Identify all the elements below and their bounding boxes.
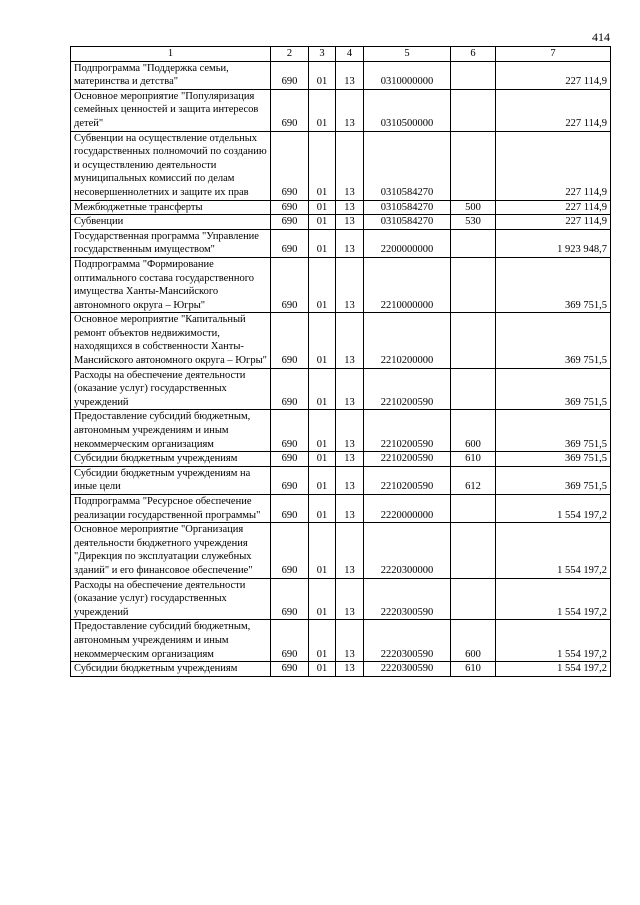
row-subsection-cell: 13 [336, 61, 364, 89]
table-row [71, 578, 611, 620]
row-section-cell: 01 [309, 257, 336, 312]
row-expense-type-cell [451, 257, 496, 312]
row-amount-cell: 227 114,9 [496, 61, 611, 89]
row-grbs-cell: 690 [271, 368, 309, 410]
row-target-article-cell: 0310584270 [364, 200, 451, 215]
row-subsection-cell: 13 [336, 257, 364, 312]
row-subsection-cell: 13 [336, 466, 364, 494]
row-section-cell: 01 [309, 466, 336, 494]
row-grbs-cell: 690 [271, 452, 309, 467]
row-section-cell: 01 [309, 495, 336, 523]
row-target-article-cell: 2220300590 [364, 578, 451, 620]
row-section-cell: 01 [309, 89, 336, 131]
row-subsection-cell: 13 [336, 368, 364, 410]
row-subsection-cell: 13 [336, 131, 364, 200]
row-name-cell: Субсидии бюджетным учреждениям [71, 452, 271, 467]
row-name-cell: Подпрограмма "Ресурсное обеспечение реализации государственной программы" [71, 495, 271, 523]
row-expense-type-cell [451, 61, 496, 89]
row-amount-cell: 1 554 197,2 [496, 578, 611, 620]
row-subsection-cell: 13 [336, 452, 364, 467]
row-expense-type-cell [451, 578, 496, 620]
row-expense-type-cell [451, 229, 496, 257]
row-name-cell: Предоставление субсидий бюджетным, автономным учреждениям и иным некоммерческим организациям [71, 410, 271, 452]
row-name-cell: Основное мероприятие "Популяризация семейных ценностей и защита интересов детей" [71, 89, 271, 131]
row-expense-type-cell [451, 89, 496, 131]
row-subsection-cell: 13 [336, 495, 364, 523]
table-row [71, 410, 611, 452]
row-expense-type-cell: 500 [451, 200, 496, 215]
table-row [71, 229, 611, 257]
table-row [71, 257, 611, 312]
row-subsection-cell: 13 [336, 620, 364, 662]
row-amount-cell: 227 114,9 [496, 89, 611, 131]
row-name-cell: Основное мероприятие "Капитальный ремонт объектов недвижимости, находящихся в собственности Ханты-Мансийского автономного округа – Югры" [71, 313, 271, 368]
row-target-article-cell: 2220300000 [364, 523, 451, 578]
column-header: 4 [336, 47, 364, 62]
column-header: 1 [71, 47, 271, 62]
row-grbs-cell: 690 [271, 410, 309, 452]
row-section-cell: 01 [309, 523, 336, 578]
table-row [71, 89, 611, 131]
column-header: 7 [496, 47, 611, 62]
table-row [71, 495, 611, 523]
row-expense-type-cell: 612 [451, 466, 496, 494]
table-row [71, 200, 611, 215]
row-target-article-cell: 0310584270 [364, 131, 451, 200]
row-target-article-cell: 2210200590 [364, 466, 451, 494]
row-target-article-cell: 2210200590 [364, 452, 451, 467]
row-target-article-cell: 2220000000 [364, 495, 451, 523]
row-grbs-cell: 690 [271, 257, 309, 312]
table-row [71, 662, 611, 677]
row-name-cell: Субсидии бюджетным учреждениям на иные цели [71, 466, 271, 494]
row-name-cell: Подпрограмма "Формирование оптимального состава государственного имущества Ханты-Мансийского автономного округа – Югры" [71, 257, 271, 312]
row-name-cell: Расходы на обеспечение деятельности (оказание услуг) государственных учреждений [71, 578, 271, 620]
row-target-article-cell: 2220300590 [364, 662, 451, 677]
row-amount-cell: 369 751,5 [496, 257, 611, 312]
row-target-article-cell: 2210200000 [364, 313, 451, 368]
row-amount-cell: 1 554 197,2 [496, 495, 611, 523]
row-expense-type-cell: 600 [451, 410, 496, 452]
row-name-cell: Субвенции [71, 215, 271, 230]
row-amount-cell: 227 114,9 [496, 215, 611, 230]
row-section-cell: 01 [309, 578, 336, 620]
table-row [71, 215, 611, 230]
table-row [71, 466, 611, 494]
row-name-cell: Расходы на обеспечение деятельности (оказание услуг) государственных учреждений [71, 368, 271, 410]
row-expense-type-cell [451, 523, 496, 578]
row-name-cell: Межбюджетные трансферты [71, 200, 271, 215]
table-row [71, 368, 611, 410]
row-expense-type-cell: 530 [451, 215, 496, 230]
row-section-cell: 01 [309, 410, 336, 452]
column-header: 5 [364, 47, 451, 62]
row-name-cell: Субсидии бюджетным учреждениям [71, 662, 271, 677]
row-grbs-cell: 690 [271, 495, 309, 523]
row-name-cell: Государственная программа "Управление государственным имуществом" [71, 229, 271, 257]
row-grbs-cell: 690 [271, 200, 309, 215]
row-grbs-cell: 690 [271, 89, 309, 131]
row-section-cell: 01 [309, 452, 336, 467]
row-grbs-cell: 690 [271, 620, 309, 662]
row-grbs-cell: 690 [271, 229, 309, 257]
page-number: 414 [592, 30, 610, 44]
row-grbs-cell: 690 [271, 466, 309, 494]
row-target-article-cell: 2210200590 [364, 410, 451, 452]
row-section-cell: 01 [309, 620, 336, 662]
row-name-cell: Субвенции на осуществление отдельных государственных полномочий по созданию и осуществлению деятельности муниципальных комиссий по делам несовершеннолетних и защите их прав [71, 131, 271, 200]
row-name-cell: Подпрограмма "Поддержка семьи, материнства и детства" [71, 61, 271, 89]
row-subsection-cell: 13 [336, 313, 364, 368]
row-amount-cell: 369 751,5 [496, 466, 611, 494]
row-expense-type-cell [451, 368, 496, 410]
row-amount-cell: 1 554 197,2 [496, 662, 611, 677]
row-amount-cell: 369 751,5 [496, 410, 611, 452]
table-row [71, 620, 611, 662]
row-grbs-cell: 690 [271, 523, 309, 578]
row-section-cell: 01 [309, 61, 336, 89]
row-target-article-cell: 2210000000 [364, 257, 451, 312]
row-expense-type-cell: 610 [451, 662, 496, 677]
row-amount-cell: 369 751,5 [496, 313, 611, 368]
row-section-cell: 01 [309, 368, 336, 410]
row-target-article-cell: 2200000000 [364, 229, 451, 257]
row-target-article-cell: 0310500000 [364, 89, 451, 131]
row-section-cell: 01 [309, 215, 336, 230]
row-name-cell: Предоставление субсидий бюджетным, автономным учреждениям и иным некоммерческим организациям [71, 620, 271, 662]
row-grbs-cell: 690 [271, 61, 309, 89]
row-amount-cell: 369 751,5 [496, 452, 611, 467]
row-subsection-cell: 13 [336, 229, 364, 257]
row-target-article-cell: 0310584270 [364, 215, 451, 230]
row-target-article-cell: 0310000000 [364, 61, 451, 89]
row-subsection-cell: 13 [336, 410, 364, 452]
row-section-cell: 01 [309, 200, 336, 215]
column-header: 2 [271, 47, 309, 62]
table-row [71, 452, 611, 467]
row-expense-type-cell [451, 131, 496, 200]
row-grbs-cell: 690 [271, 313, 309, 368]
row-subsection-cell: 13 [336, 215, 364, 230]
row-section-cell: 01 [309, 313, 336, 368]
row-section-cell: 01 [309, 229, 336, 257]
table-row [71, 131, 611, 200]
row-name-cell: Основное мероприятие "Организация деятельности бюджетного учреждения "Дирекция по эксплуатации служебных зданий" и его финансовое обеспечение" [71, 523, 271, 578]
row-amount-cell: 227 114,9 [496, 200, 611, 215]
row-subsection-cell: 13 [336, 89, 364, 131]
column-header: 3 [309, 47, 336, 62]
table-row [71, 61, 611, 89]
row-grbs-cell: 690 [271, 662, 309, 677]
row-grbs-cell: 690 [271, 578, 309, 620]
row-expense-type-cell: 610 [451, 452, 496, 467]
table-row [71, 523, 611, 578]
row-subsection-cell: 13 [336, 523, 364, 578]
row-amount-cell: 1 923 948,7 [496, 229, 611, 257]
row-amount-cell: 1 554 197,2 [496, 523, 611, 578]
row-expense-type-cell: 600 [451, 620, 496, 662]
row-amount-cell: 369 751,5 [496, 368, 611, 410]
row-amount-cell: 1 554 197,2 [496, 620, 611, 662]
table-row [71, 313, 611, 368]
row-amount-cell: 227 114,9 [496, 131, 611, 200]
header-row [71, 47, 611, 62]
row-expense-type-cell [451, 495, 496, 523]
row-subsection-cell: 13 [336, 662, 364, 677]
row-grbs-cell: 690 [271, 215, 309, 230]
row-subsection-cell: 13 [336, 578, 364, 620]
row-section-cell: 01 [309, 131, 336, 200]
row-grbs-cell: 690 [271, 131, 309, 200]
budget-table [70, 46, 611, 677]
row-section-cell: 01 [309, 662, 336, 677]
row-subsection-cell: 13 [336, 200, 364, 215]
column-header: 6 [451, 47, 496, 62]
row-target-article-cell: 2220300590 [364, 620, 451, 662]
row-expense-type-cell [451, 313, 496, 368]
row-target-article-cell: 2210200590 [364, 368, 451, 410]
